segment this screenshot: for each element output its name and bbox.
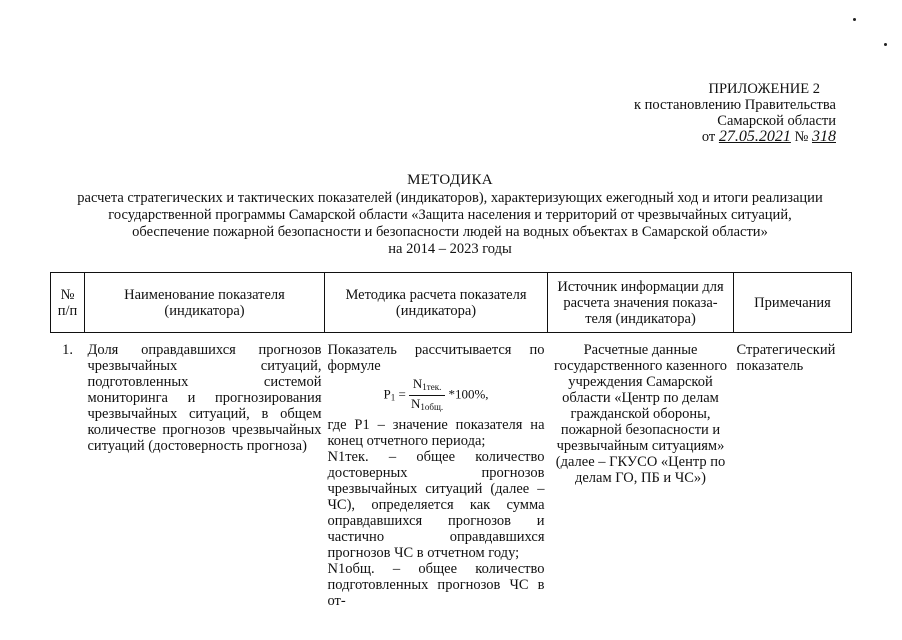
scan-speck xyxy=(853,18,856,21)
heading-line: обеспечение пожарной безопасности и безопасности людей на водных объектах в Самарской области» xyxy=(132,224,768,240)
method-definition: где P1 – значение показателя на конец отчетного периода; xyxy=(327,417,545,449)
indicator-table xyxy=(50,272,852,609)
approval-block xyxy=(576,81,836,145)
heading-line: расчета стратегических и тактических показателей (индикаторов), характеризующих ежегодный ход и итоги реализации xyxy=(77,190,823,206)
appendix-title: ПРИЛОЖЕНИЕ 2 xyxy=(708,81,820,97)
handwritten-number: 318 xyxy=(812,128,836,145)
formula-denominator: N xyxy=(411,396,421,411)
approval-date-row xyxy=(576,129,836,145)
handwritten-date: 27.05.2021 xyxy=(718,128,791,145)
method-definition: N1тек. – общее количество достоверных прогнозов чрезвычайных ситуаций (далее – ЧС), определяется как сумма оправдавшихся прогнозов и частично оправдавшихся прогнозов ЧС в отчетном году; xyxy=(327,449,545,561)
heading-line: государственной программы Самарской области «Защита населения и территорий от чрезвычайных ситуаций, xyxy=(108,207,792,223)
date-prefix: от xyxy=(701,129,716,145)
formula-lhs: P xyxy=(383,386,391,402)
formula-lhs-sub: 1 xyxy=(390,392,396,403)
header-notes: Примечания xyxy=(734,273,852,333)
indicator-name: Доля оправдавшихся прогнозов чрезвычайных ситуаций, подготовленных системой мониторинга и прогнозирования чрезвычайных ситуаций, в общем количестве прогнозов чрезвычайных ситуаций (достоверность прогноза) xyxy=(87,342,322,454)
method-definition: N1общ. – общее количество подготовленных прогнозов ЧС в от- xyxy=(327,561,545,609)
row-number: 1. xyxy=(62,342,73,358)
formula: $P_1$ = $\frac{N_{1тек.}}{N_{1общ.}}$ *100%, xyxy=(328,376,545,415)
approval-line: к постановлению Правительства xyxy=(634,97,836,113)
formula-tail: *100%, xyxy=(448,386,489,402)
method-cell xyxy=(325,333,548,610)
scan-speck xyxy=(884,43,887,46)
document-title: МЕТОДИКА xyxy=(407,172,493,188)
table-header-row xyxy=(51,273,852,333)
approval-line: Самарской области xyxy=(717,113,836,129)
header-number: № п/п xyxy=(51,273,85,333)
heading-line: на 2014 – 2023 годы xyxy=(388,241,512,257)
number-sign: № xyxy=(794,129,809,145)
table-row xyxy=(51,333,852,610)
document-heading xyxy=(30,172,870,258)
formula-denominator-sub: 1общ. xyxy=(420,402,444,412)
formula-numerator-sub: 1тек. xyxy=(422,382,442,392)
formula-fraction xyxy=(409,376,445,415)
notes-cell: Стратегический показатель xyxy=(736,342,836,374)
method-intro: Показатель рассчитывается по формуле xyxy=(327,342,545,374)
formula-numerator: N xyxy=(412,376,423,391)
header-method: Методика расчета показателя (индикатора) xyxy=(325,273,548,333)
header-source: Источник информации для расчета значения показа-теля (индикатора) xyxy=(548,273,734,333)
header-indicator-name: Наименование показателя (индикатора) xyxy=(85,273,325,333)
source-cell: Расчетные данные государственного казенного учреждения Самарской области «Центр по делам гражданской обороны, пожарной безопасности и чрезвычайным ситуациям» (далее – ГКУСО «Центр по делам ГО, ПБ и ЧС») xyxy=(553,342,728,486)
